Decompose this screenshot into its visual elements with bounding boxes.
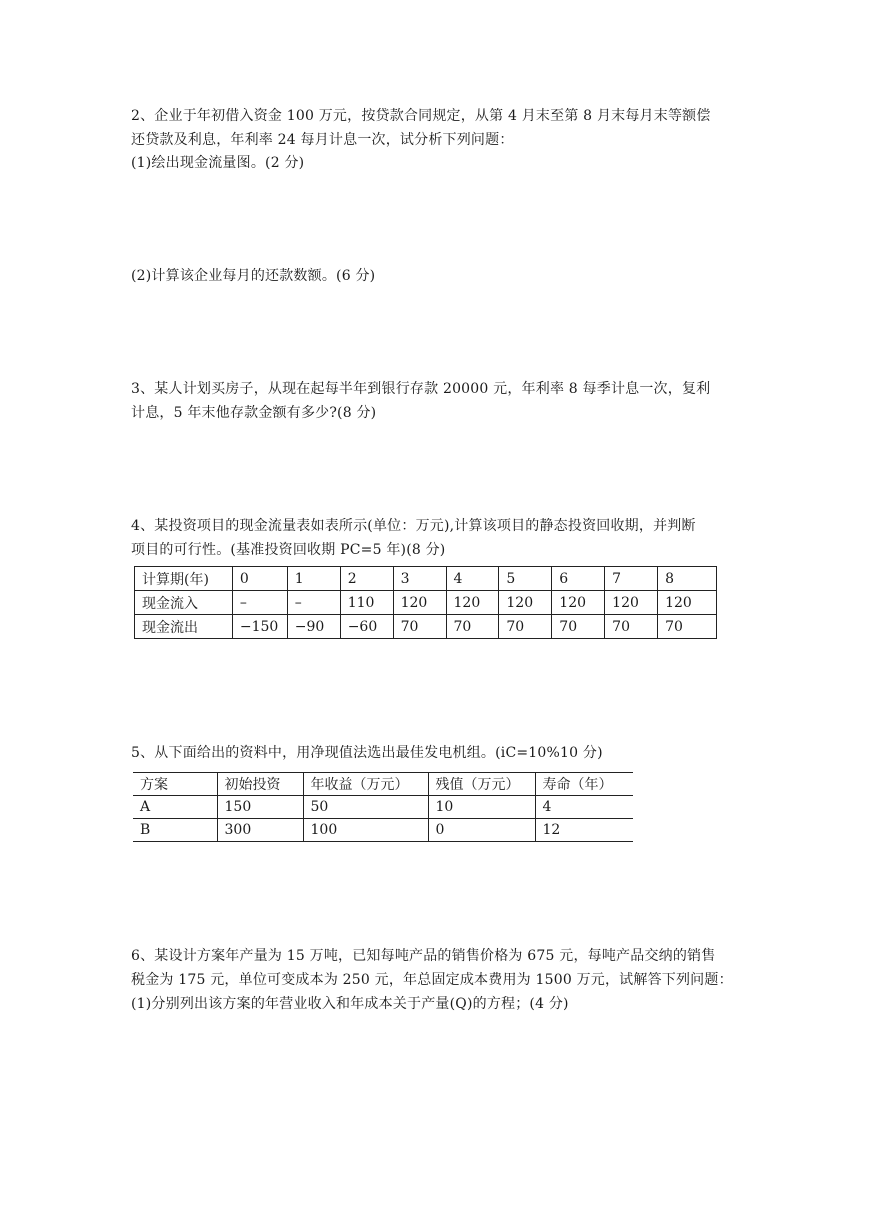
q2-line-1: 2、企业于年初借入资金 100 万元，按贷款合同规定，从第 4 月末至第 8 月末每月末等额偿 <box>131 108 711 124</box>
table-cell: 120 <box>658 591 717 615</box>
table-cell: 计算期(年) <box>135 567 233 591</box>
table-cell: 70 <box>393 615 446 639</box>
table-cell: 现金流出 <box>135 615 233 639</box>
table-cell: A <box>133 796 217 819</box>
table-cell: 70 <box>658 615 717 639</box>
table-cell: 150 <box>217 796 303 819</box>
table-cell: 4 <box>535 796 633 819</box>
table-cell: 0 <box>232 567 287 591</box>
table-cell: 120 <box>605 591 658 615</box>
q4-line-1: 4、某投资项目的现金流量表如表所示(单位：万元),计算该项目的静态投资回收期，并判断 <box>131 518 696 534</box>
table-cell: 年收益（万元） <box>303 773 428 796</box>
q2-line-2: 还贷款及利息，年利率 24 每月计息一次，试分析下列问题： <box>131 132 514 148</box>
q2-sub-1: (1)绘出现金流量图。(2 分) <box>131 155 305 171</box>
table-row <box>135 615 717 639</box>
table-cell: 120 <box>552 591 605 615</box>
table-cell: −90 <box>287 615 340 639</box>
table-cell: 现金流入 <box>135 591 233 615</box>
table-cell: 8 <box>658 567 717 591</box>
table-cell: – <box>232 591 287 615</box>
q2-sub-2: (2)计算该企业每月的还款数额。(6 分) <box>131 268 376 284</box>
cash-flow-table <box>134 566 717 639</box>
table-cell: 0 <box>428 819 535 842</box>
table-cell: 2 <box>340 567 393 591</box>
table-row <box>135 591 717 615</box>
table-cell: 10 <box>428 796 535 819</box>
table-cell: – <box>287 591 340 615</box>
q4-line-2: 项目的可行性。(基准投资回收期 PC=5 年)(8 分) <box>131 542 446 558</box>
table-row <box>135 567 717 591</box>
table-cell: 5 <box>499 567 552 591</box>
table-cell: 100 <box>303 819 428 842</box>
table-cell: 70 <box>446 615 499 639</box>
table-cell: 70 <box>499 615 552 639</box>
table-cell: 初始投资 <box>217 773 303 796</box>
table-cell: 寿命（年） <box>535 773 633 796</box>
table-row <box>133 773 633 796</box>
table-cell: 残值（万元） <box>428 773 535 796</box>
q3-line-1: 3、某人计划买房子，从现在起每半年到银行存款 20000 元，年利率 8 每季计息一次，复利 <box>131 381 711 397</box>
table-cell: 50 <box>303 796 428 819</box>
q6-line-1: 6、某设计方案年产量为 15 万吨，已知每吨产品的销售价格为 675 元，每吨产品交纳的销售 <box>131 948 716 964</box>
q6-line-2: 税金为 175 元，单位可变成本为 250 元，年总固定成本费用为 1500 万元，试解答下列问题： <box>131 972 733 988</box>
table-cell: 120 <box>446 591 499 615</box>
table-cell: 方案 <box>133 773 217 796</box>
table-cell: 7 <box>605 567 658 591</box>
table-cell: B <box>133 819 217 842</box>
q6-sub-1: (1)分别列出该方案的年营业收入和年成本关于产量(Q)的方程；(4 分) <box>131 996 569 1012</box>
table-cell: 70 <box>552 615 605 639</box>
table-cell: 1 <box>287 567 340 591</box>
table-cell: 12 <box>535 819 633 842</box>
q3-line-2: 计息，5 年末他存款金额有多少?(8 分) <box>131 405 377 421</box>
table-row <box>133 796 633 819</box>
table-cell: 120 <box>393 591 446 615</box>
table-cell: −60 <box>340 615 393 639</box>
table-cell: 70 <box>605 615 658 639</box>
q5-line-1: 5、从下面给出的资料中，用净现值法选出最佳发电机组。(iC=10%10 分) <box>131 745 603 761</box>
table-row <box>133 819 633 842</box>
table-cell: 6 <box>552 567 605 591</box>
generator-options-table <box>133 772 633 842</box>
table-cell: 4 <box>446 567 499 591</box>
table-cell: 300 <box>217 819 303 842</box>
table-cell: 3 <box>393 567 446 591</box>
table-cell: 120 <box>499 591 552 615</box>
table-cell: 110 <box>340 591 393 615</box>
table-cell: −150 <box>232 615 287 639</box>
